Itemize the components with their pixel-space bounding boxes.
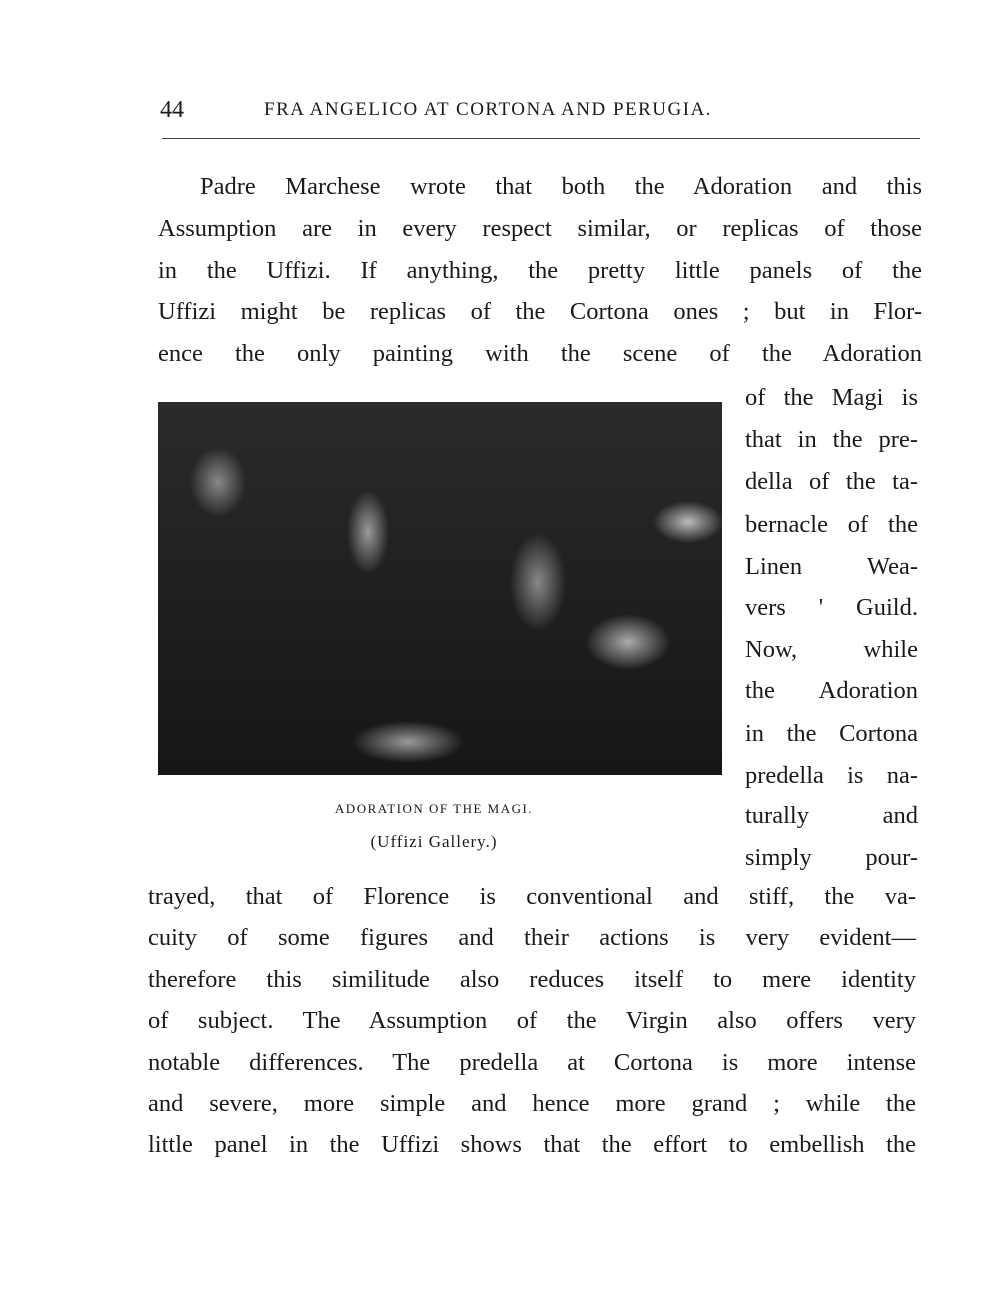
adoration-of-the-magi-image xyxy=(158,402,722,775)
text-line: therefore this similitude also reduces itself to mere identity xyxy=(148,966,916,993)
text-line: Linen Wea- xyxy=(745,553,918,580)
figure-subcaption: (Uffizi Gallery.) xyxy=(370,832,498,851)
text-line: bernacle of the xyxy=(745,511,918,538)
text-line: della of the ta- xyxy=(745,468,918,495)
text-line: the Adoration xyxy=(745,677,918,704)
text-line: predella is na- xyxy=(745,762,918,789)
text-line: vers ' Guild. xyxy=(745,594,918,621)
text-line: ence the only painting with the scene of the Adoration xyxy=(158,340,922,367)
text-line: Padre Marchese wrote that both the Adoration and this xyxy=(200,173,922,200)
text-line: in the Cortona xyxy=(745,720,918,747)
figure-caption: ADORATION OF THE MAGI. xyxy=(334,801,534,816)
running-title: FRA ANGELICO AT CORTONA AND PERUGIA. xyxy=(264,99,713,120)
text-line: little panel in the Uffizi shows that the effort to embellish the xyxy=(148,1131,916,1158)
text-line: Now, while xyxy=(745,636,918,663)
text-line: that in the pre- xyxy=(745,426,918,453)
text-line: notable differences. The predella at Cortona is more intense xyxy=(148,1049,916,1076)
text-line: of subject. The Assumption of the Virgin also offers very xyxy=(148,1007,916,1034)
text-line: turally and xyxy=(745,802,918,829)
text-line: and severe, more simple and hence more grand ; while the xyxy=(148,1090,916,1117)
text-line: of the Magi is xyxy=(745,384,918,411)
text-line: Assumption are in every respect similar, or replicas of those xyxy=(158,215,922,242)
page-number: 44 xyxy=(160,97,184,123)
text-line: trayed, that of Florence is conventional and stiff, the va- xyxy=(148,883,916,910)
text-line: in the Uffizi. If anything, the pretty little panels of the xyxy=(158,257,922,284)
text-line: Uffizi might be replicas of the Cortona ones ; but in Flor- xyxy=(158,298,922,325)
text-line: cuity of some figures and their actions is very evident— xyxy=(148,924,916,951)
header-rule xyxy=(162,138,920,139)
text-line: simply pour- xyxy=(745,844,918,871)
